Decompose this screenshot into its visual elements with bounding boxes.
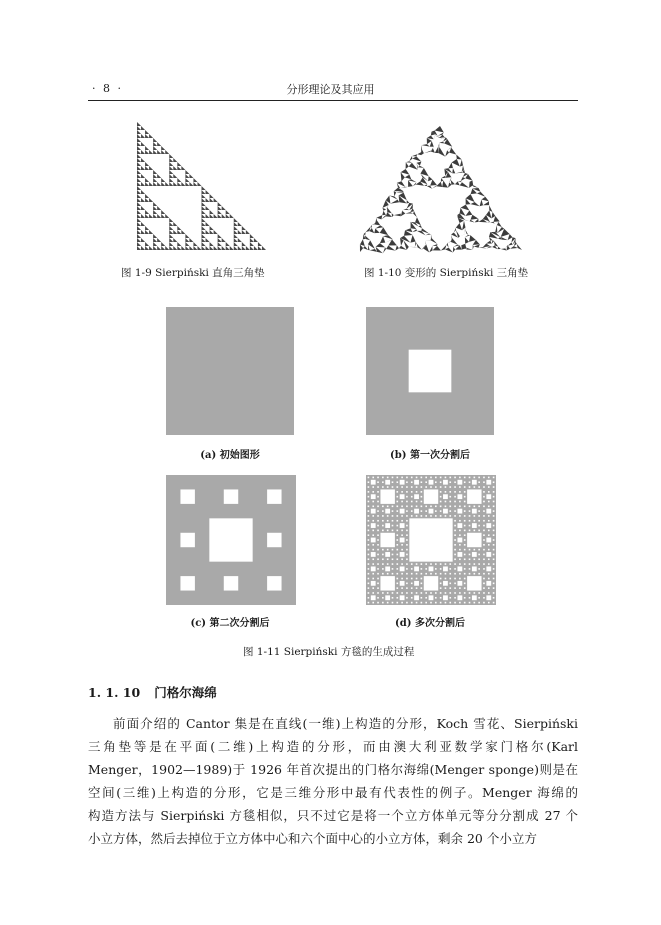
carpet-panel-c: [166, 475, 296, 605]
panel-c-label: (c) 第二次分割后: [190, 618, 270, 629]
deformed-sierpinski-triangle-figure: [358, 124, 524, 256]
paragraph-line: 三角垫等是在平面(二维)上构造的分形，而由澳大利亚数学家门格尔(Karl: [88, 739, 578, 754]
panel-b-label: (b) 第一次分割后: [390, 450, 470, 461]
paragraph-line: 构造方法与 Sierpiński 方毯相似，只不过它是将一个立方体单元等分分割成 27 个: [88, 808, 578, 823]
figure-1-9-caption: 图 1-9 Sierpiński 直角三角垫: [121, 267, 265, 279]
paragraph-line: Menger，1902—1989)于 1926 年首次提出的门格尔海绵(Menger sponge)则是在: [88, 762, 578, 777]
section-heading: [88, 683, 217, 701]
paragraph-line: 前面介绍的 Cantor 集是在直线(一维)上构造的分形，Koch 雪花、Sierpiński: [113, 716, 578, 731]
page-number: · 8 ·: [92, 82, 123, 95]
header-rule: [88, 100, 578, 101]
sierpinski-right-triangle-figure: [136, 121, 268, 251]
panel-d-label: (d) 多次分割后: [395, 618, 465, 629]
carpet-panel-b: [366, 307, 494, 435]
section-number: 1. 1. 10: [88, 685, 141, 700]
carpet-panel-d: [366, 475, 496, 605]
body-paragraph: [88, 712, 578, 850]
paragraph-line: 空间(三维)上构造的分形，它是三维分形中最有代表性的例子。Menger 海绵的: [88, 785, 578, 800]
figure-1-10-caption: 图 1-10 变形的 Sierpiński 三角垫: [364, 267, 529, 279]
section-title: 门格尔海绵: [154, 685, 217, 700]
carpet-panel-a: [166, 307, 294, 435]
figure-1-11-caption: 图 1-11 Sierpiński 方毯的生成过程: [243, 646, 415, 658]
paragraph-line: 小立方体，然后去掉位于立方体中心和六个面中心的小立方体，剩余 20 个小立方: [88, 831, 537, 846]
panel-a-label: (a) 初始图形: [200, 450, 260, 461]
running-title: 分形理论及其应用: [286, 83, 375, 96]
